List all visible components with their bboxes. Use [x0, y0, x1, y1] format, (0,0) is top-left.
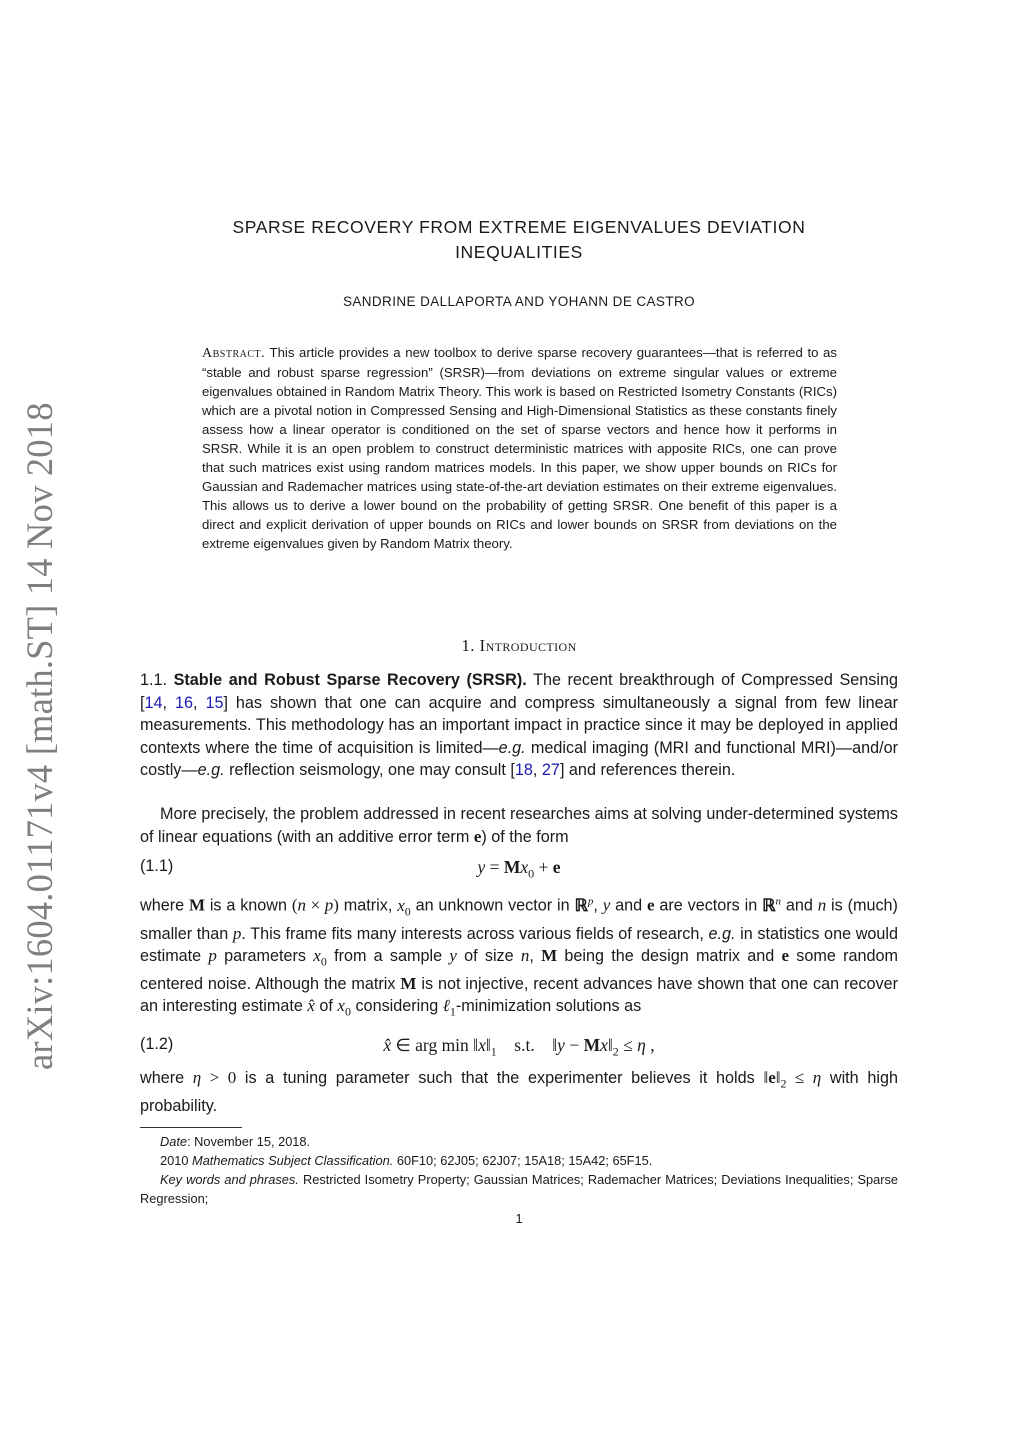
text: some random centered noise. Although the matrix: [140, 947, 898, 993]
math-symbol: $x_0$: [397, 895, 411, 919]
citation-link[interactable]: 27: [541, 761, 560, 779]
citation-link[interactable]: 15: [205, 693, 224, 712]
math-symbol: p: [232, 923, 242, 943]
arxiv-identifier-stamp: arXiv:1604.01171v4 [math.ST] 14 Nov 2018: [19, 402, 60, 1070]
text: More precisely, the problem addressed in recent researches aims at solving under-determined systems of linear equations (with an additive error term: [140, 805, 898, 846]
text: is (much) smaller than: [140, 896, 898, 943]
text: e.g.: [197, 761, 225, 779]
text: ,: [162, 693, 175, 712]
text: ] has shown that one can acquire and compress simultaneously a signal from few linear measurements. This methodology has an important impact in practice since it may be deployed in applied contexts where the time of acquisition is limited—: [140, 693, 899, 757]
equation-formula: x̂ ∈ arg $\min ‖x‖_1$ s.t. ‖y − $Mx‖_2 \le \eta$ ,: [383, 1035, 655, 1059]
math-symbol: $x_0$: [337, 996, 351, 1019]
equation-1-2: [140, 1035, 898, 1061]
text: ,: [532, 761, 542, 779]
math-symbol: y: [602, 895, 611, 915]
paragraph-3: [140, 890, 898, 1023]
page-number: 1: [515, 1211, 523, 1226]
text: from a sample: [326, 947, 450, 966]
subsection-title: Stable and Robust Sparse Recovery (SRSR).: [173, 671, 527, 689]
text: in statistics one would estimate: [140, 924, 898, 966]
text: The recent breakthrough of Compressed Sensing [: [140, 671, 899, 712]
text: . This frame fits many interests across various fields of research,: [241, 924, 709, 943]
text: medical imaging (MRI and functional MRI)—and/or costly—: [140, 738, 898, 779]
abstract-label: Abstract.: [202, 346, 266, 361]
text: with high probability.: [140, 1069, 898, 1115]
math-symbol: M: [188, 895, 205, 915]
text: an unknown vector in: [410, 896, 575, 915]
math-symbol: ℝ$^n$: [762, 895, 782, 915]
text: reflection seismology, one may consult [: [224, 761, 515, 779]
text: where: [140, 1069, 193, 1087]
text: is a tuning parameter such that the experimenter believes it holds: [236, 1069, 764, 1087]
citation-link[interactable]: 14: [144, 693, 163, 712]
math-symbol: x̂: [307, 996, 315, 1016]
text: 60F10; 62J05; 62J07; 15A18; 15A42; 65F15.: [393, 1153, 653, 1168]
text: matrix,: [338, 896, 398, 915]
math-symbol: n: [520, 946, 530, 966]
section-number: 1.: [461, 636, 475, 655]
equation-label: (1.2): [140, 1035, 174, 1053]
footnote-rule: [140, 1127, 242, 1128]
text: of: [314, 997, 338, 1016]
text: ] and references therein.: [559, 761, 736, 779]
text: Restricted Isometry Property; Gaussian Matrices; Rademacher Matrices; Deviations Inequalities; Sparse Regression;: [140, 1172, 898, 1206]
text: is a known: [204, 896, 292, 915]
text: Date: [160, 1134, 188, 1149]
citation-link[interactable]: 16: [174, 693, 193, 712]
text: where: [140, 896, 189, 915]
text: parameters: [216, 947, 314, 966]
equation-formula: $y = Mx_0 + e$: [477, 857, 561, 881]
text: e.g.: [708, 924, 736, 943]
footnotes: [140, 1132, 898, 1208]
math-symbol: n: [817, 895, 827, 915]
abstract-text: This article provides a new toolbox to derive sparse recovery guarantees—that is referred to as “stable and robust sparse regression” (SRSR)—from deviations on extreme singular values or extreme eigenvalues obtained in Random Matrix Theory. This work is based on Restricted Isometry Constants (RICs) which are a pivotal notion in Compressed Sensing and High-Dimensional Statistics as these constants finely assess how a linear operator is conditioned on the set of sparse vectors and hence how it performs in SRSR. While it is an open problem to construct deterministic matrices with apposite RICs, one can prove that such matrices exist using random matrices models. In this paper, we show upper bounds on RICs for Gaussian and Rademacher matrices using state-of-the-art deviation estimates on their extreme eigenvalues. This allows us to derive a lower bound on the probability of getting SRSR. One benefit of this paper is a direct and explicit derivation of upper bounds on RICs and lower bounds on SRSR from deviations on the extreme eigenvalues given by Random Matrix theory.: [202, 345, 837, 551]
text: e.g.: [498, 738, 526, 757]
text: ) of the form: [481, 827, 569, 846]
math-symbol: $‖e‖_2 \le \eta$: [763, 1068, 822, 1091]
text: is not injective, recent advances have shown that one can recover an interesting estimate: [140, 974, 898, 1016]
text: considering: [350, 997, 443, 1016]
math-symbol: $x_0$: [313, 946, 327, 969]
subsection-number: 1.1.: [140, 671, 168, 689]
section-heading: [140, 636, 898, 656]
text: and: [610, 896, 647, 915]
math-symbol: e: [473, 826, 482, 846]
paragraph-1: [140, 669, 898, 782]
abstract: [202, 343, 837, 553]
math-symbol: e: [781, 946, 790, 966]
paragraph-2: [140, 803, 898, 848]
math-symbol: η > 0: [192, 1068, 237, 1087]
math-symbol: y: [449, 946, 457, 966]
text: 2010: [160, 1153, 193, 1168]
title-line-1: SPARSE RECOVERY FROM EXTREME EIGENVALUES DEVIATION: [232, 217, 806, 237]
equation-label: (1.1): [140, 857, 174, 875]
math-symbol: ℝ$^p$: [574, 895, 594, 915]
section-title: Introduction: [479, 636, 577, 655]
footnote-keywords: [140, 1170, 898, 1208]
text: ,: [593, 896, 603, 915]
text: of size: [456, 947, 521, 966]
text: Key words and phrases.: [160, 1172, 299, 1187]
math-symbol: ℓ$_1$: [442, 996, 456, 1019]
title-line-2: INEQUALITIES: [455, 242, 583, 262]
citation-link[interactable]: 18: [514, 761, 533, 779]
text: -minimization solutions as: [455, 997, 642, 1016]
text: Mathematics Subject Classification.: [192, 1153, 394, 1168]
text: being the design matrix and: [557, 947, 782, 966]
math-symbol: e: [646, 895, 655, 915]
footnote-date: [140, 1132, 898, 1151]
math-symbol: (n × p): [291, 895, 339, 915]
text: : November 15, 2018.: [187, 1134, 311, 1149]
equation-1-1: [140, 857, 898, 883]
such-that: s.t.: [514, 1035, 535, 1055]
text: ,: [192, 693, 206, 712]
authors: SANDRINE DALLAPORTA AND YOHANN DE CASTRO: [342, 294, 696, 309]
math-symbol: p: [208, 946, 217, 966]
math-symbol: M: [541, 946, 558, 966]
text: ,: [529, 947, 542, 966]
paper-title: [140, 215, 898, 265]
text: are vectors in: [654, 896, 763, 915]
math-symbol: M: [400, 973, 417, 993]
paragraph-4: [140, 1067, 898, 1117]
footnote-msc: [140, 1151, 898, 1170]
text: and: [781, 896, 818, 915]
